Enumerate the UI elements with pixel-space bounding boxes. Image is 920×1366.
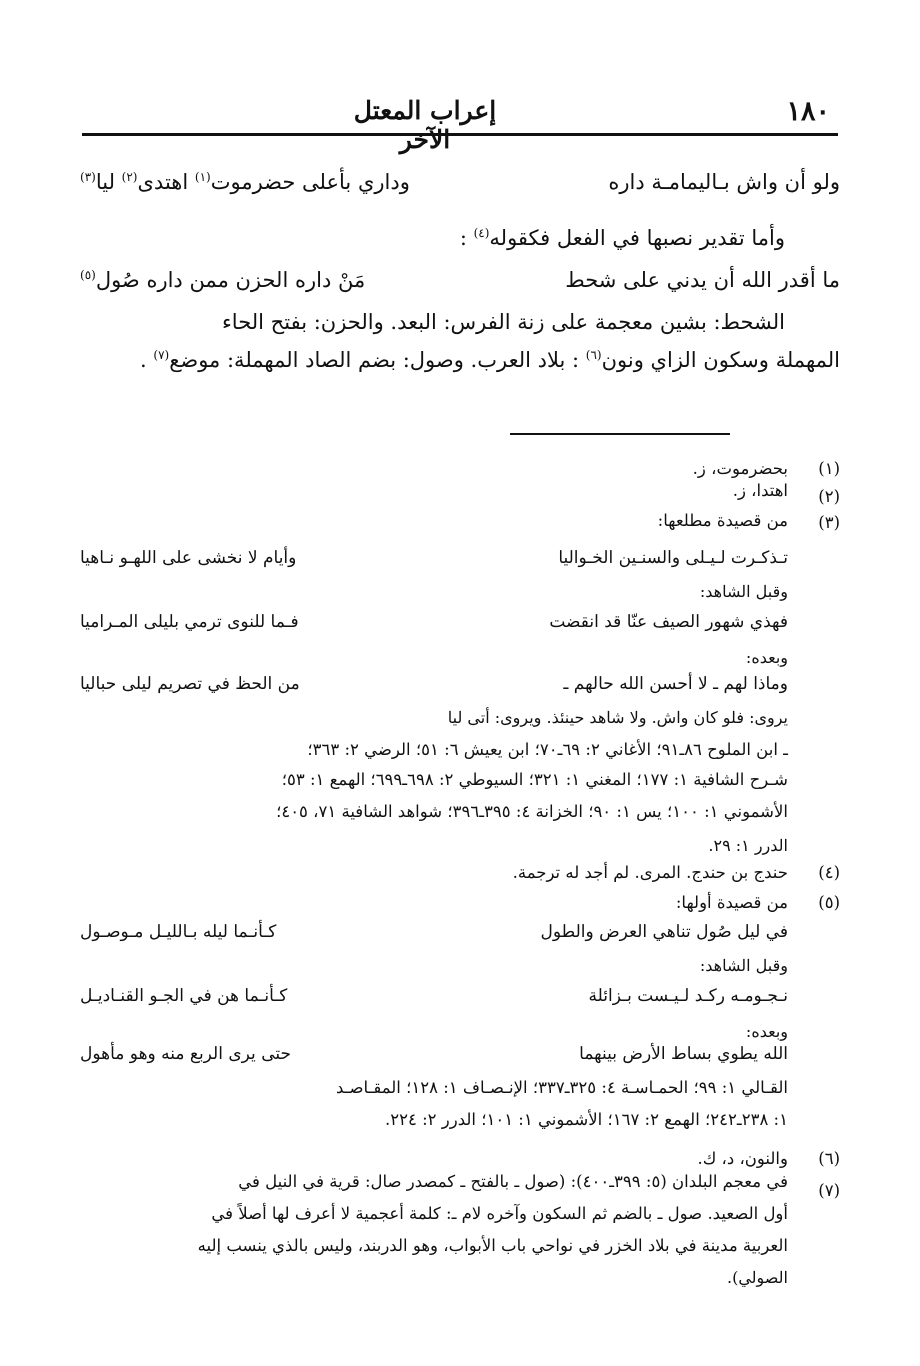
fn3-after-label: وبعده: <box>745 648 788 667</box>
fn5-before-label: وقبل الشاهد: <box>699 956 788 975</box>
verse-line-2 <box>80 268 840 292</box>
prose-line-2: وأما تقدير نصبها في الفعل فكقوله$^{(٤)}$ : <box>459 226 785 250</box>
fn5-verse-2: نـجـومـه ركـد لـيـست بـزائلة كـأنـما هن في الجـو القنـاديـل <box>80 986 788 1006</box>
running-title: إعراب المعتل الآخر <box>353 96 497 154</box>
footnote-ref-5: (٥) <box>80 268 96 282</box>
footnote-ref-1: (١) <box>194 170 211 184</box>
footnotes: (١) بحضرموت، ز. (٢) اهتدا، ز. (٣) من قصيدة مطلعها: <box>657 459 840 532</box>
fn3-verse-3: وماذا لهم ـ لا أحسن الله حالهم ـ من الحظ في تصريم ليلى حباليا <box>80 674 788 694</box>
footnote-ref-7: (٧) <box>153 348 170 362</box>
verse-line-1 <box>80 170 840 194</box>
fn7-line-4: الصولي). <box>727 1268 788 1287</box>
fn3-refs-4: الدرر ١: ٢٩. <box>708 836 788 855</box>
prose-line-4: المهملة وسكون الزاي ونون$^{(٦)}$ : بلاد العرب. وصول: بضم الصاد المهملة: موضع$^{(٧)}$ . <box>140 348 840 372</box>
fn5-after-label: وبعده: <box>745 1022 788 1041</box>
fn3-verse-1: تـذكـرت لـيـلى والسنـين الخـواليا وأيام لا نخشى على اللهـو نـاهيا <box>80 548 788 568</box>
footnote-ref-2: (٢) <box>121 170 138 184</box>
fn3-refs-2: شـرح الشافية ١: ١٧٧؛ المغني ١: ٣٢١؛ السيوطي ٢: ٦٩٨ـ٦٩٩؛ الهمع ١: ٥٣؛ <box>281 770 788 789</box>
verse-1-right-hemistich: ولو أن واش بـاليمامـة داره <box>608 170 840 194</box>
page-number: ١٨٠ <box>786 96 830 127</box>
fn7-line-2: أول الصعيد. صول ـ بالضم ثم السكون وآخره لام ـ: كلمة أعجمية لا أعرف لها أصلاً في <box>211 1204 788 1223</box>
footnote-ref-6: (٦) <box>585 348 602 362</box>
footnote-separator <box>510 433 730 435</box>
verse-1-left-hemistich: وداري بأعلى حضرموت$^{(١)}$ اهتدى$^{(٢)}$ ليا$^{(٣)}$ <box>80 170 410 194</box>
verse-2-right-hemistich: ما أقدر الله أن يدني على شحط <box>565 268 840 292</box>
fn5-verse-1: في ليل صُول تناهي العرض والطول كـأنـما ليله بـالليـل مـوصـول <box>80 922 788 942</box>
fn3-before-label: وقبل الشاهد: <box>699 582 788 601</box>
footnote-ref-3: (٣) <box>80 170 96 184</box>
prose-line-3: الشحط: بشين معجمة على زنة الفرس: البعد. والحزن: بفتح الحاء <box>221 310 785 334</box>
fn3-refs-3: الأشموني ١: ١٠٠؛ يس ١: ٩٠؛ الخزانة ٤: ٣٩٥ـ٣٩٦؛ شواهد الشافية ٧١، ٤٠٥؛ <box>276 802 788 821</box>
fn7-line-3: العربية مدينة في بلاد الخزر في نواحي باب الأبواب، وهو الدربند، وليس بالذي ينسب إليه <box>197 1236 788 1255</box>
fn7-line-1: في معجم البلدان (٥: ٣٩٩ـ٤٠٠): (صول ـ بالفتح ـ كمصدر صال: قرية في النيل في <box>238 1172 788 1191</box>
footnote-ref-4: (٤) <box>473 226 490 240</box>
fn3-refs-1: ـ ابن الملوح ٨٦ـ٩١؛ الأغاني ٢: ٦٩ـ٧٠؛ ابن يعيش ٦: ٥١؛ الرضي ٢: ٣٦٣؛ <box>307 740 788 759</box>
header-rule <box>82 133 838 136</box>
footnote-5: (٥) من قصيدة أولها: <box>675 893 840 912</box>
fn3-variant-note: يروى: فلو كان واش. ولا شاهد حينئذ. ويروى: أتى ليا <box>447 708 788 727</box>
fn5-refs-2: ١: ٢٣٨ـ٢٤٢؛ الهمع ٢: ١٦٧؛ الأشموني ١: ١٠١؛ الدرر ٢: ٢٢٤. <box>384 1110 788 1129</box>
footnote-4: (٤) حندج بن حندج. المرى. لم أجد له ترجمة. <box>512 863 840 882</box>
fn3-verse-2: فهذي شهور الصيف عنّا قد انقضت فـما للنوى ترمي بليلى المـراميا <box>80 612 788 632</box>
fn5-refs-1: القـالي ١: ٩٩؛ الحمـاسـة ٤: ٣٢٥ـ٣٣٧؛ الإنـصـاف ١: ١٢٨؛ المقـاصـد <box>336 1078 788 1097</box>
footnote-6: (٦) والنون، د، ك. <box>697 1149 840 1168</box>
fn5-verse-3: الله يطوي بساط الأرض بينهما حتى يرى الربع منه وهو مأهول <box>80 1044 788 1064</box>
footnote-7: (٧) <box>818 1181 840 1200</box>
verse-2-left-hemistich: مَنْ داره الحزن ممن داره صُول$^{(٥)}$ <box>80 268 366 292</box>
